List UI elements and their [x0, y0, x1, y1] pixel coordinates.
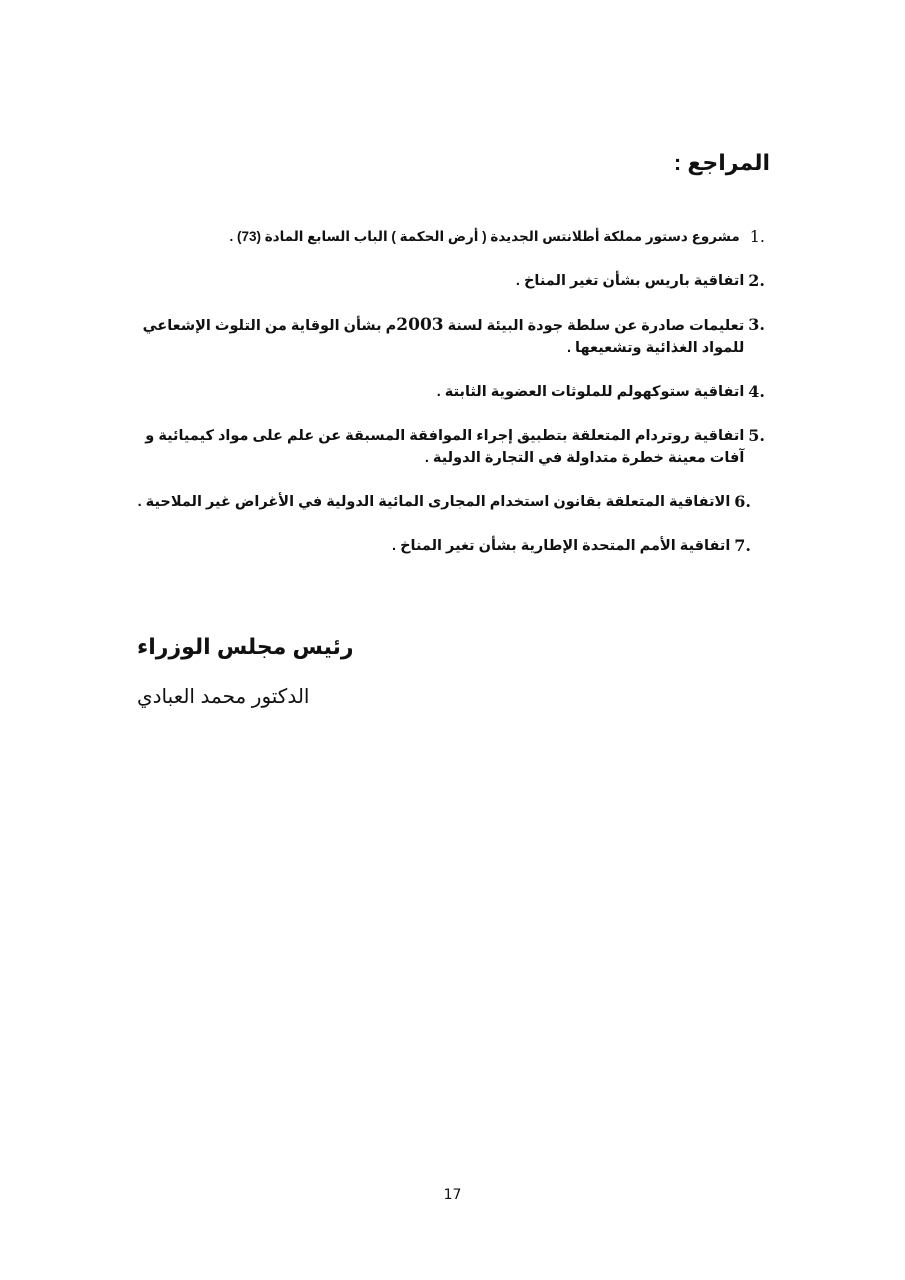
reference-text: اتفاقية روتردام المتعلقة بتطبيق إجراء الموافقة المسبقة عن علم على مواد كيميائية و آفات معينة خطرة متداولة في التجارة الدولية . [145, 428, 745, 466]
reference-number: 2. [748, 271, 765, 290]
reference-number: 7. [734, 536, 751, 555]
reference-item [125, 226, 765, 248]
reference-text-part: تعليمات صادرة عن سلطة جودة البيئة لسنة [443, 318, 745, 334]
reference-text-part: م بشأن الوقاية من التلوث الإشعاعي للمواد الغذائية وتشعيعها . [142, 318, 745, 356]
reference-item [125, 270, 765, 292]
reference-text [125, 314, 744, 359]
reference-text: الاتفاقية المتعلقة بقانون استخدام المجارى المائية الدولية في الأغراض غير الملاحية . [137, 494, 731, 510]
signature-title: رئيس مجلس الوزراء [137, 634, 354, 659]
reference-year: 2003 [396, 315, 444, 335]
reference-number: 5. [748, 426, 765, 445]
references-list [125, 226, 765, 579]
reference-text: اتفاقية ستوكهولم للملوثات العضوية الثابتة . [436, 384, 745, 400]
reference-item [125, 535, 751, 557]
reference-item [125, 425, 765, 469]
reference-text: اتفاقية باريس بشأن تغير المناخ . [515, 273, 745, 289]
reference-item [125, 491, 751, 513]
references-heading: المراجع : [673, 150, 770, 175]
reference-item [125, 314, 765, 359]
page-number: 17 [443, 1187, 462, 1203]
signature-name: الدكتور محمد العبادي [137, 686, 310, 708]
reference-number: 3. [748, 315, 765, 334]
reference-item [125, 381, 765, 403]
reference-text: اتفاقية الأمم المتحدة الإطارية بشأن تغير المناخ . [392, 538, 731, 554]
reference-number: 1. [749, 227, 765, 246]
reference-number: 4. [748, 382, 765, 401]
reference-number: 6. [734, 492, 751, 511]
reference-text: مشروع دستور مملكة أطلانتس الجديدة ( أرض الحكمة ) الباب السابع المادة (73) . [229, 229, 740, 244]
